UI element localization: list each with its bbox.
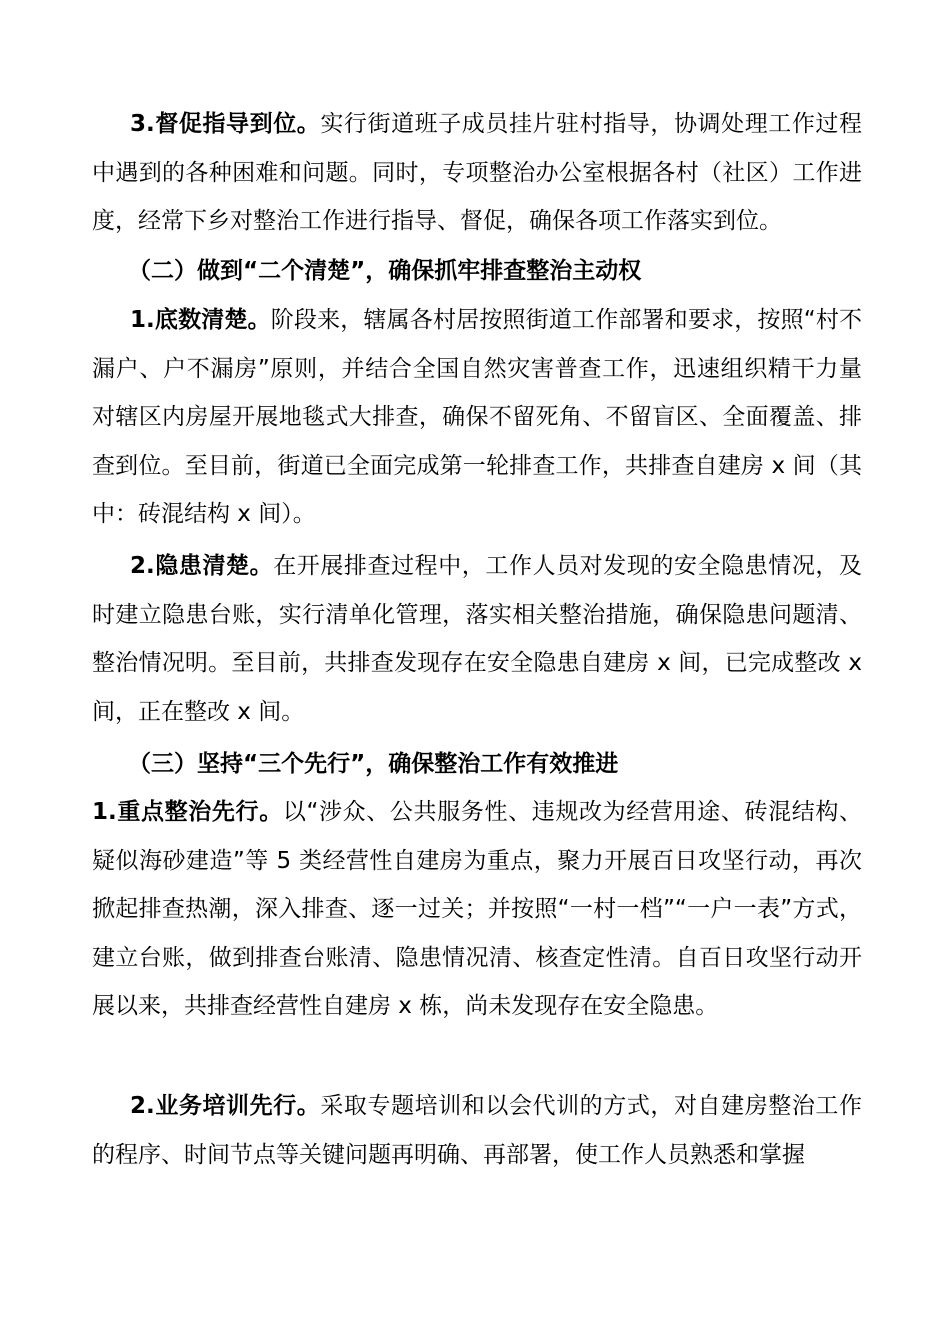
section-heading-two: （二）做到“二个清楚”，确保抓牢排查整治主动权 <box>128 258 642 284</box>
paragraph-body: 以“涉众、公共服务性、违规改为经营用途、砖混结构、疑似海砂建造”等 5 类经营性自建房为重点，聚力开展百日攻坚行动，再次掀起排查热潮，深入排查、逐一过关；并按照“一村一档”“一户一表”方式，建立台账，做到排查台账清、隐患情况清、核查定性清。自百日攻坚行动开展以来，共排查经营性自建房 x 栋，尚未发现存在安全隐患。 <box>92 799 862 1020</box>
paragraph-lead: 2.业务培训先行。 <box>130 1093 321 1119</box>
paragraph-body: 在开展排查过程中，工作人员对发现的安全隐患情况，及时建立隐患台账，实行清单化管理，落实相关整治措施，确保隐患问题清、整治情况明。至目前，共排查发现存在安全隐患自建房 x 间，已完成整改 x 间，正在整改 x 间。 <box>92 553 863 725</box>
paragraph-baseline <box>92 296 862 539</box>
section-heading-three: （三）坚持“三个先行”，确保整治工作有效推进 <box>128 751 619 777</box>
paragraph-key-rectification <box>92 788 862 1031</box>
paragraph-supervision <box>92 100 862 246</box>
paragraph-body: 实行街道班子成员挂片驻村指导，协调处理工作过程中遇到的各种困难和问题。同时，专项整治办公室根据各村（社区）工作进度，经常下乡对整治工作进行指导、督促，确保各项工作落实到位。 <box>92 111 862 235</box>
paragraph-lead: 1.底数清楚。 <box>130 307 271 333</box>
paragraph-training <box>92 1082 862 1179</box>
paragraph-lead: 2.隐患清楚。 <box>130 553 274 579</box>
paragraph-body: 采取专题培训和以会代训的方式，对自建房整治工作的程序、时间节点等关键问题再明确、再部署，使工作人员熟悉和掌握 <box>92 1093 862 1168</box>
paragraph-body: 阶段来，辖属各村居按照街道工作部署和要求，按照“村不漏户、户不漏房”原则，并结合全国自然灾害普查工作，迅速组织精干力量对辖区内房屋开展地毯式大排查，确保不留死角、不留盲区、全面覆盖、排查到位。至目前，街道已全面完成第一轮排查工作，共排查自建房 x 间（其中：砖混结构 x 间）。 <box>92 307 862 528</box>
paragraph-hazards <box>92 542 862 736</box>
paragraph-lead: 1.重点整治先行。 <box>92 799 283 825</box>
paragraph-lead: 3.督促指导到位。 <box>130 111 321 137</box>
